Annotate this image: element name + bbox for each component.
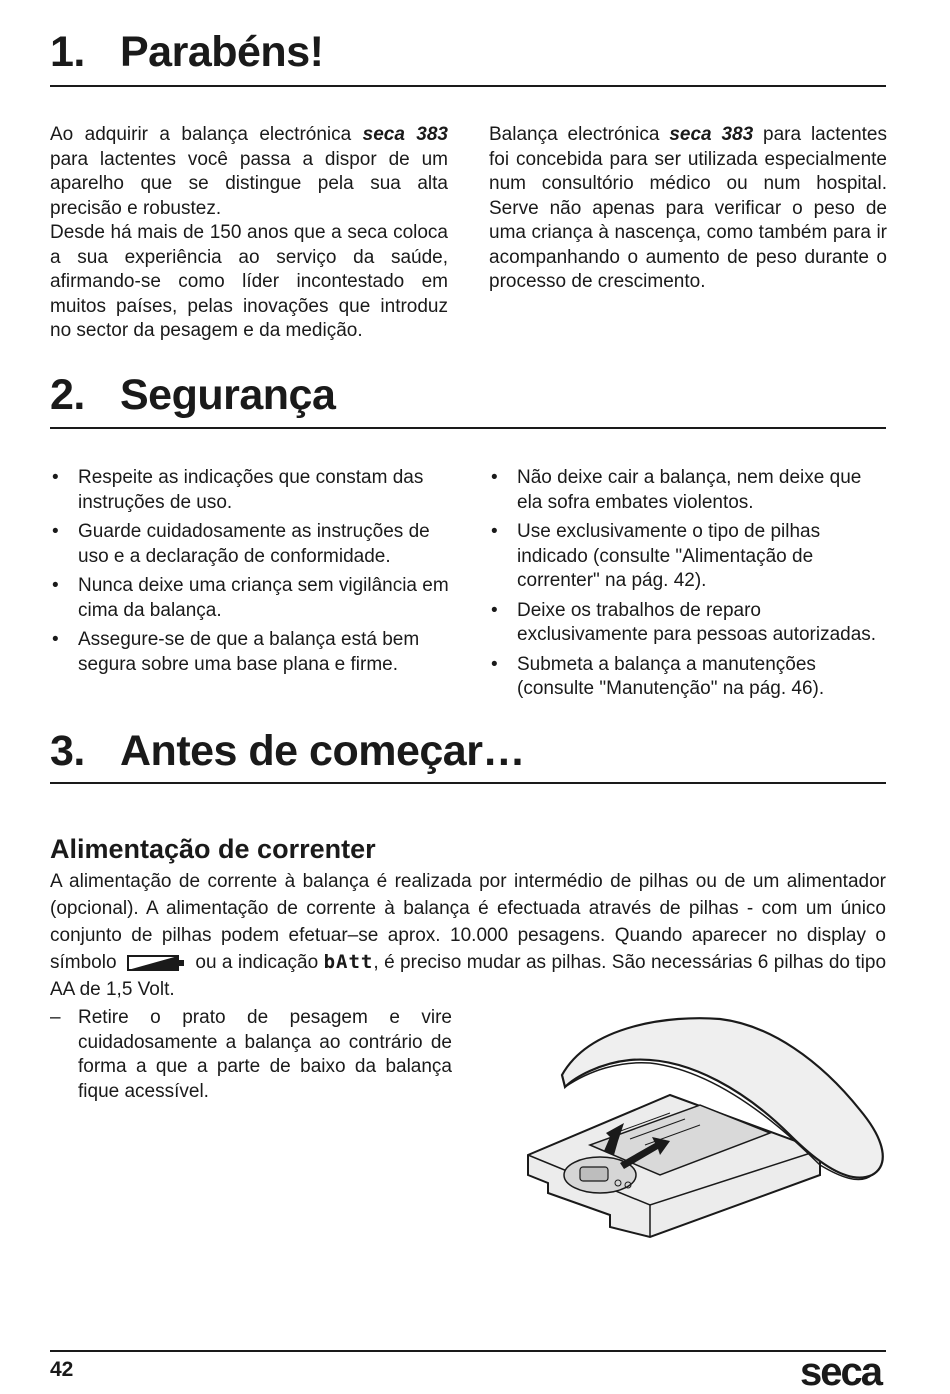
list-item: • Guarde cuidadosamente as instruções de uso e a declaração de conformidade. bbox=[52, 521, 430, 567]
brand-logo: seca bbox=[800, 1350, 881, 1394]
footer-rule bbox=[50, 1350, 886, 1352]
battery-low-icon bbox=[126, 953, 186, 973]
section2-right-list bbox=[489, 466, 889, 707]
scale-battery-illustration bbox=[520, 1015, 900, 1245]
list-item: • Respeite as indicações que constam das instruções de uso. bbox=[52, 467, 424, 513]
section1-left-paragraph-1: Ao adquirir a balança electrónica seca 383 para lactentes você passa a dispor de um aparelho que se distingue pela sua alta precisão e robustez. bbox=[50, 124, 448, 219]
section1-left-paragraph-2: Desde há mais de 150 anos que a seca coloca a sua experiência ao serviço da saúde, afirmando-se como líder incontestado em muitos países, pelas inovações que introduz no sector da pesagem e da medição. bbox=[50, 222, 448, 341]
section2-title: Segurança bbox=[120, 371, 336, 419]
section2-left-list bbox=[50, 466, 450, 682]
section3-rule bbox=[50, 782, 886, 784]
list-item: • Não deixe cair a balança, nem deixe que ela sofra embates violentos. bbox=[491, 467, 862, 513]
list-item: • Nunca deixe uma criança sem vigilância em cima da balança. bbox=[52, 575, 449, 621]
list-item: • Submeta a balança a manutenções (consulte "Manutenção" na pág. 46). bbox=[491, 653, 825, 699]
section2-rule bbox=[50, 427, 886, 429]
model-name: seca 383 bbox=[669, 124, 754, 145]
list-item: • Use exclusivamente o tipo de pilhas indicado (consulte "Alimentação de correnter" na pág. 42). bbox=[491, 521, 821, 591]
page-number: 42 bbox=[50, 1358, 74, 1381]
section1-rule bbox=[50, 85, 886, 87]
instruction-step: – Retire o prato de pesagem e vire cuidadosamente a balança ao contrário de forma a que a parte de baixo da balança fique acessível. bbox=[50, 1007, 452, 1102]
section1-number: 1. bbox=[50, 28, 85, 76]
section3-number: 3. bbox=[50, 727, 85, 775]
list-item: • Deixe os trabalhos de reparo exclusivamente para pessoas autorizadas. bbox=[491, 599, 877, 645]
section1-left-column bbox=[50, 123, 448, 344]
section2-number: 2. bbox=[50, 371, 85, 419]
section1-right-column bbox=[489, 123, 887, 295]
batt-display-code: bAtt bbox=[323, 951, 374, 973]
section3-heading bbox=[50, 727, 886, 775]
power-supply-paragraph: A alimentação de corrente à balança é realizada por intermédio de pilhas ou de um alimentador (opcional). A alimentação de corrente à balança é efectuada através de pilhas - com um único conjunto de pilhas podem efetuar–se aprox. 10.000 pesagens. Quando aparecer no display o símbolo ou a indicação bAtt, é preciso mudar as pilhas. São necessárias 6 pilhas do tipo AA de 1,5 Volt. bbox=[50, 871, 887, 1000]
subsection-title: Alimentação de correnter bbox=[50, 834, 376, 864]
section1-right-paragraph: Balança electrónica seca 383 para lactentes foi concebida para ser utilizada especialmente num consultório médico ou num hospital. Serve não apenas para verificar o peso de uma criança à nascença, como também para ir acompanhando o aumento de peso durante o processo de crescimento. bbox=[489, 124, 888, 292]
section2-heading bbox=[50, 371, 886, 419]
model-name: seca 383 bbox=[362, 124, 448, 145]
section1-heading bbox=[50, 28, 886, 76]
list-item: • Assegure-se de que a balança está bem segura sobre uma base plana e firme. bbox=[52, 629, 420, 675]
section1-title: Parabéns! bbox=[120, 28, 324, 76]
section3-title: Antes de começar… bbox=[120, 727, 525, 775]
